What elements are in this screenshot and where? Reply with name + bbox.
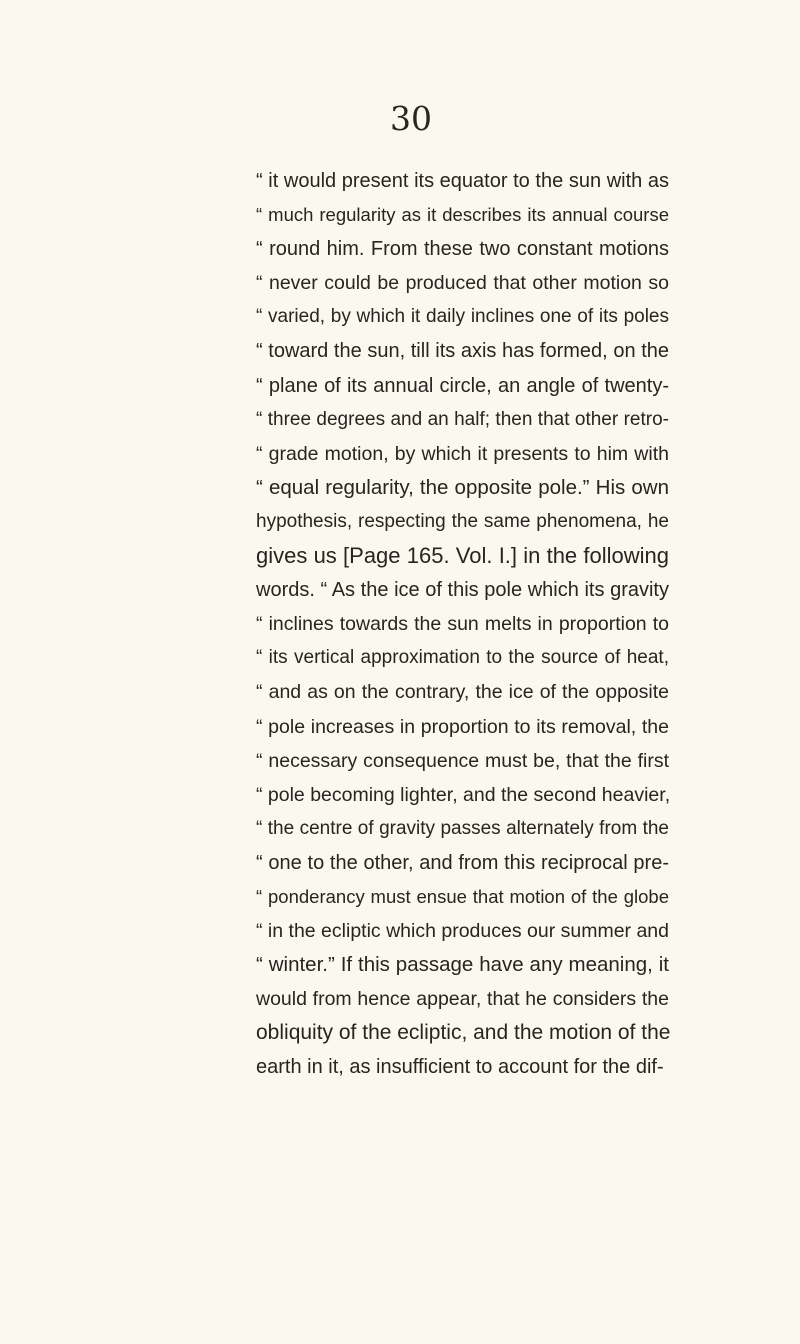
text-line: hypothesis, respecting the same phenomena, he xyxy=(256,510,669,532)
text-line: “ plane of its annual circle, an angle of twenty- xyxy=(256,374,669,397)
text-line: “ round him. From these two constant motions xyxy=(256,238,669,261)
text-line: “ varied, by which it daily inclines one of its poles xyxy=(256,306,669,328)
text-line: “ pole becoming lighter, and the second heavier, xyxy=(256,783,671,806)
text-line: “ its vertical approximation to the source of heat, xyxy=(256,647,669,669)
text-line: “ equal regularity, the opposite pole.” His own xyxy=(256,475,669,499)
text-line: “ winter.” If this passage have any meaning, it xyxy=(256,953,669,977)
body-text xyxy=(256,164,669,1085)
text-line: “ ponderancy must ensue that motion of the globe xyxy=(256,885,669,907)
text-line: would from hence appear, that he considers the xyxy=(256,988,669,1011)
text-line: words. “ As the ice of this pole which its gravity xyxy=(256,579,669,602)
text-line: “ one to the other, and from this reciprocal pre- xyxy=(256,851,669,874)
text-line: “ and as on the contrary, the ice of the opposite xyxy=(256,681,669,704)
text-line: “ much regularity as it describes its annual course xyxy=(256,204,669,226)
text-line: “ inclines towards the sun melts in proportion to xyxy=(256,613,669,636)
text-line: “ the centre of gravity passes alternately from the xyxy=(256,817,669,839)
text-line: “ necessary consequence must be, that the first xyxy=(256,749,669,772)
text-line: “ grade motion, by which it presents to him with xyxy=(256,442,669,465)
text-line: obliquity of the ecliptic, and the motion of the xyxy=(256,1021,671,1045)
text-line: “ pole increases in proportion to its removal, the xyxy=(256,715,669,738)
page-number: 30 xyxy=(390,99,432,138)
text-line: “ three degrees and an half; then that other retro- xyxy=(256,408,669,430)
text-line: “ toward the sun, till its axis has formed, on the xyxy=(256,340,669,363)
text-line: gives us [Page 165. Vol. I.] in the following xyxy=(256,543,669,569)
text-line: “ never could be produced that other motion so xyxy=(256,272,669,295)
text-line: “ it would present its equator to the sun with as xyxy=(256,170,669,192)
text-line: earth in it, as insufficient to account for the dif- xyxy=(256,1056,664,1079)
text-line: “ in the ecliptic which produces our summer and xyxy=(256,920,669,943)
